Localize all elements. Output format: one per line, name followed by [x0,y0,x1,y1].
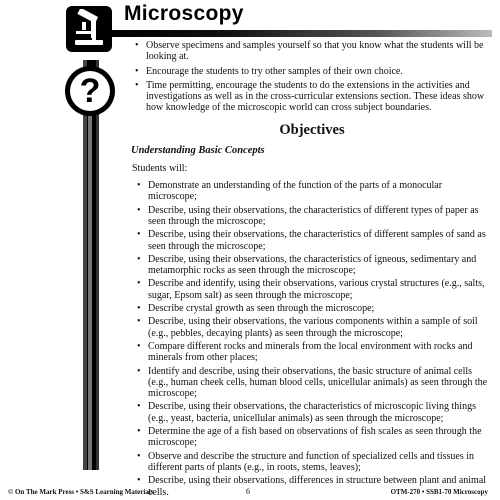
microscope-icon [66,6,112,52]
list-item: • Observe specimens and samples yourself so that you know what the students will be looking at. [132,40,492,63]
list-item: • Observe and describe the structure and function of specialized cells and tissues in different parts of plants (e.g., in roots, stems, leaves); [134,451,492,474]
list-item: • Determine the age of a fish based on observations of fish scales as seen through the microscope; [134,426,492,449]
objectives-lead-text: Students will: [132,162,188,174]
list-item: • Describe, using their observations, the characteristics of igneous, sedimentary and metamorphic rocks as seen through the microscope; [134,254,492,277]
question-mark-glyph: ? [70,71,110,111]
list-item: • Compare different rocks and minerals from the local environment with rocks and minerals from other places; [134,341,492,364]
footer-copyright: © On The Mark Press • S&S Learning Materials [8,488,154,496]
list-item: • Demonstrate an understanding of the function of the parts of a monocular microscope; [134,180,492,203]
list-item: • Describe crystal growth as seen through the microscope; [134,303,492,314]
question-mark-icon [65,66,115,116]
page-title: Microscopy [124,2,244,25]
list-item: • Time permitting, encourage the students to do the extensions in the activities and investigations as well as in the cross-curricular extensions section. These ideas show how knowledge of the microscopic world can cross subject boundaries. [132,80,492,114]
list-item: • Describe, using their observations, the various components within a sample of soil (e.g., pebbles, decaying plants) as seen through the microscope; [134,316,492,339]
list-item: • Describe, using their observations, the characteristics of different samples of sand as seen through the microscope; [134,229,492,252]
footer-catalog-code: OTM-270 • SSB1-70 Microscopy [390,488,488,496]
objectives-list [134,180,492,498]
list-item: • Identify and describe, using their observations, the basic structure of animal cells (e.g., human cheek cells, human blood cells, unicellular animals) as seen through the microscope; [134,366,492,400]
footer-page-number: 6 [246,487,250,496]
list-item: • Describe and identify, using their observations, various crystal structures (e.g., salts, sugar, Epsom salt) as seen through the microscope; [134,278,492,301]
list-item: • Describe, using their observations, differences in structure between plant and animal cells. [134,475,492,498]
title-rule [112,30,492,37]
objectives-heading: Objectives [279,121,345,138]
main-content [132,40,492,500]
list-item: • Describe, using their observations, the characteristics of different types of paper as seen through the microscope; [134,205,492,228]
objectives-subheading: Understanding Basic Concepts [131,144,265,156]
list-item: • Describe, using their observations, the characteristics of microscopic living things (e.g., yeast, bacteria, unicellular animals) as seen through the microscope; [134,401,492,424]
list-item: • Encourage the students to try other samples of their own choice. [132,66,492,77]
intro-bullet-list [132,40,492,114]
side-bar-highlight [88,100,92,470]
